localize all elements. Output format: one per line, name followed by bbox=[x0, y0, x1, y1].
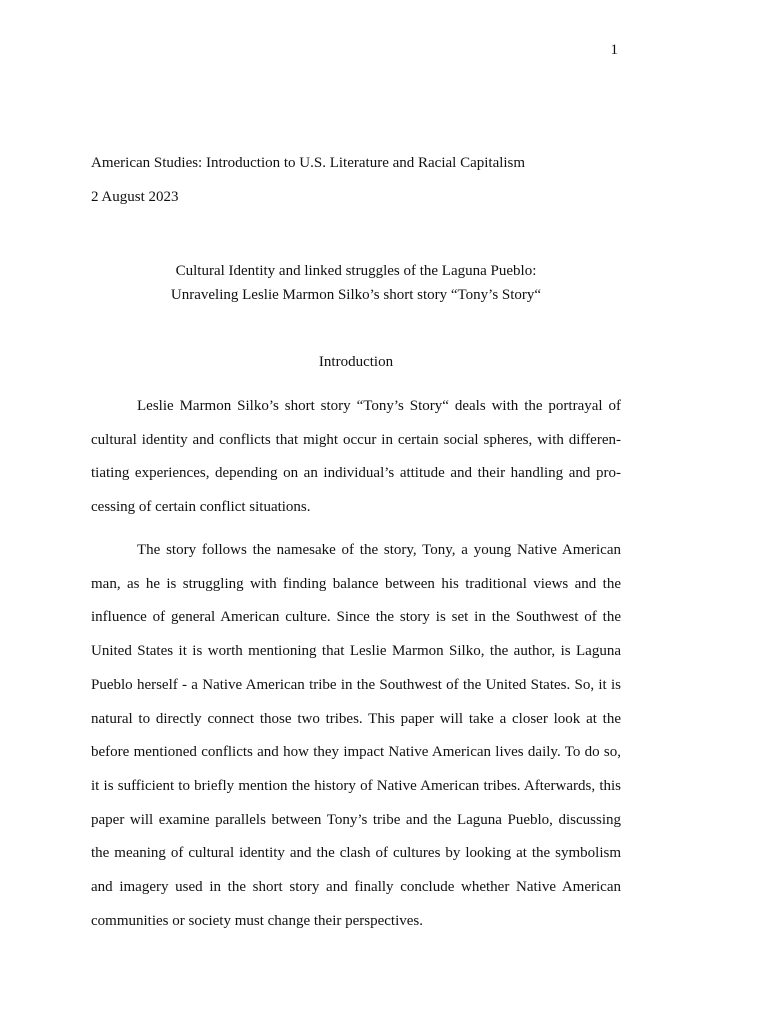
paragraph-text: Leslie Marmon Silko’s short story “Tony’s Story“ deals with the portrayal of cultural identity and conflicts that might occur in certain social spheres, with differentiating experiences, depending on an individual’s attitude and their handling and processing of certain conflict situations. bbox=[91, 398, 621, 516]
date-line: 2 August 2023 bbox=[91, 189, 179, 205]
paper-title-line-1: Cultural Identity and linked struggles of the Laguna Pueblo: bbox=[175, 263, 537, 279]
course-title: American Studies: Introduction to U.S. Literature and Racial Capitalism bbox=[91, 155, 526, 171]
section-heading: Introduction bbox=[318, 354, 394, 370]
paragraph-2 bbox=[91, 534, 621, 938]
paragraph-1 bbox=[91, 390, 621, 525]
page-number: 1 bbox=[610, 42, 618, 58]
paper-title-line-2: Unraveling Leslie Marmon Silko’s short story “Tony’s Story“ bbox=[170, 287, 542, 303]
paragraph-text: The story follows the namesake of the story, Tony, a young Native American man, as he is struggling with finding balance between his traditional views and the influence of general American culture. Since the story is set in the Southwest of the United States it is worth mentioning that Leslie Marmon Silko, the author, is Laguna Pueblo herself - a Native American tribe in the Southwest of the United States. So, it is natural to directly connect those two tribes. This paper will take a closer look at the before mentioned conflicts and how they impact Native American lives daily. To do so, it is sufficient to briefly mention the history of Native American tribes. Afterwards, this paper will examine parallels between Tony’s tribe and the Laguna Pueblo, discussing the meaning of cultural identity and the clash of cultures by looking at the symbolism and imagery used in the short story and finally conclude whether Native American communities or society must change their perspectives. bbox=[91, 542, 621, 929]
